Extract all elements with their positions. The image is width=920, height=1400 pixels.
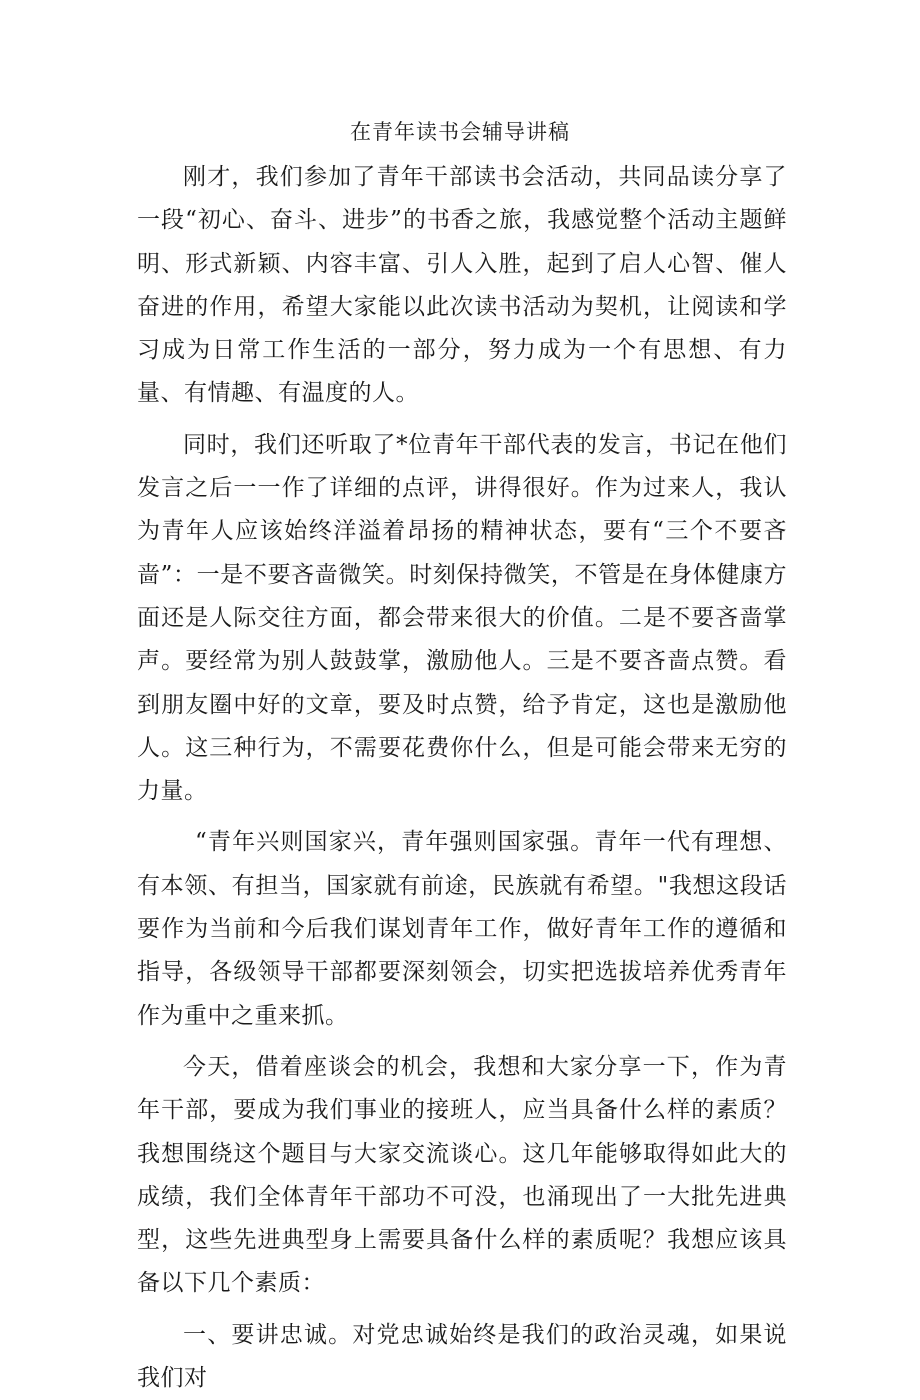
- document-title: 在青年读书会辅导讲稿: [350, 120, 570, 144]
- paragraph-three-not-stingy: 同时，我们还听取了*位青年干部代表的发言，书记在他们发言之后一一作了详细的点评，讲得很好。作为过来人，我认为青年人应该始终洋溢着昂扬的精神状态，要有“三个不要吝啬”：一是不要吝啬微笑。时刻保持微笑，不管是在身体健康方面还是人际交往方面，都会带来很大的价值。二是不要吝啬掌声。要经常为别人鼓鼓掌，激励他人。三是不要吝啬点赞。看到朋友圈中好的文章，要及时点赞，给予肯定，这也是激励他人。这三种行为，不需要花费你什么，但是可能会带来无穷的力量。: [137, 431, 787, 805]
- paragraph-loyalty: 一、要讲忠诚。对党忠诚始终是我们的政治灵魂，如果说我们对: [137, 1321, 787, 1392]
- paragraph-youth-quote: “青年兴则国家兴，青年强则国家强。青年一代有理想、有本领、有担当，国家就有前途，民族就有希望。"我想这段话要作为当前和今后我们谋划青年工作，做好青年工作的遵循和指导，各级领导干部都要深刻领会，切实把选拔培养优秀青年作为重中之重来抓。: [137, 829, 787, 1029]
- paragraph-opening: 刚才，我们参加了青年干部读书会活动，共同品读分享了一段“初心、奋斗、进步”的书香之旅，我感觉整个活动主题鲜明、形式新颖、内容丰富、引人入胜，起到了启人心智、催人奋进的作用，希望大家能以此次读书活动为契机，让阅读和学习成为日常工作生活的一部分，努力成为一个有思想、有力量、有情趣、有温度的人。: [137, 164, 787, 407]
- paragraph-qualities-intro: 今天，借着座谈会的机会，我想和大家分享一下，作为青年干部，要成为我们事业的接班人，应当具备什么样的素质？我想围绕这个题目与大家交流谈心。这几年能够取得如此大的成绩，我们全体青年干部功不可没，也涌现出了一大批先进典型，这些先进典型身上需要具备什么样的素质呢？我想应该具备以下几个素质：: [137, 1053, 787, 1297]
- document-body: [137, 156, 787, 1400]
